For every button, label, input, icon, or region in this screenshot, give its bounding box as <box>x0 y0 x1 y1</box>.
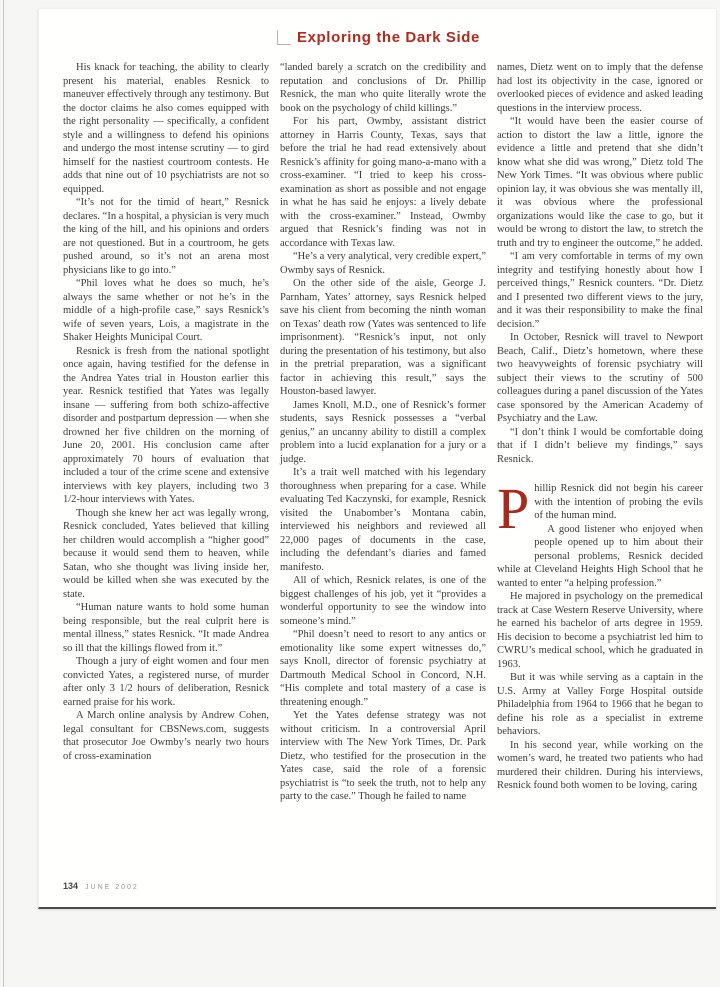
paragraph: A good listener who enjoyed when people opened up to him about their personal problems, Resnick decided while at Cleveland Heights High School that he wanted to enter “a helping profession.” <box>497 523 703 589</box>
paragraph: “He’s a very analytical, very credible expert,” Owmby says of Resnick. <box>280 251 486 276</box>
rule-mark-icon <box>277 30 291 45</box>
paragraph: A March online analysis by Andrew Cohen, legal consultant for CBSNews.com, suggests that prosecutor Joe Owmby’s nearly two hours of cross-examination <box>63 710 269 762</box>
paragraph: names, Dietz went on to imply that the defense had lost its objectivity in the case, ignored or overlooked pieces of evidence and asked leading questions in the interview process. <box>497 62 703 114</box>
paragraph: Resnick is fresh from the national spotlight once again, having testified for the defense in the Andrea Yates trial in Houston earlier this year. Resnick testified that Yates was legally insane — suffering from both schizo-affective disorder and postpartum depression — when she drowned her five children on the morning of June 20, 2001. His conclusion came after approximately 70 hours of evaluation that included a tour of the crime scene and extensive interviews with key players, including two 3 1/2-hour interviews with Yates. <box>63 345 269 505</box>
scanner-edge-line <box>3 0 4 987</box>
magazine-page <box>38 8 716 909</box>
paragraph: “Phil loves what he does so much, he’s always the same whether or not he’s in the middle of a high-profile case,” says Resnick’s wife of seven years, Lois, a magistrate in the Shaker Heights Municipal Court. <box>63 278 269 343</box>
column-1 <box>63 61 269 804</box>
paragraph: “I don’t think I would be comfortable doing that if I didn’t believe my findings,” says Resnick. <box>497 426 703 465</box>
paragraph: All of which, Resnick relates, is one of the biggest challenges of his job, yet it “provides a wonderful opportunity to see the window into someone’s mind.” <box>280 575 486 627</box>
paragraph: On the other side of the aisle, George J. Parnham, Yates’ attorney, says Resnick helped save his client from becoming the ninth woman on Texas’ death row (Yates was sentenced to life imprisonment). “Resnick’s input, not only during the presentation of his testimony, but also in the pretrial preparation, was a significant factor in achieving this result,” says the Houston-based lawyer. <box>280 278 486 397</box>
paragraph: “landed barely a scratch on the credibility and reputation and conclusions of Dr. Phillip Resnick, the man who quite literally wrote the book on the psychology of child killings.” <box>280 62 486 114</box>
section-title: Exploring the Dark Side <box>297 29 481 46</box>
paragraph: But it was while serving as a captain in the U.S. Army at Valley Forge Hospital outside Philadelphia from 1964 to 1966 that he began to define his role as a specialist in extreme behaviors. <box>497 672 703 737</box>
page-number: 134 <box>63 881 79 891</box>
column-2 <box>280 61 486 804</box>
column-3 <box>497 61 703 804</box>
paragraph: He majored in psychology on the premedical track at Case Western Reserve University, where he earned his bachelor of arts degree in 1959. His decision to become a psychiatrist led him to CWRU’s medical school, which he graduated in 1963. <box>497 591 703 670</box>
paragraph: Though she knew her act was legally wrong, Resnick concluded, Yates believed that killing her children would accomplish a “higher good” because it would send them to heaven, while Satan, who she thought was living inside her, would be killed when she was executed by the state. <box>63 507 269 600</box>
paragraph: “I am very comfortable in terms of my own integrity and testifying honestly about how I perceived things,” Resnick counters. “Dr. Dietz and I presented two different views to the jury, and it was their responsibility to make the final decision.” <box>497 251 703 330</box>
paragraph: Though a jury of eight women and four men convicted Yates, a registered nurse, of murder after only 3 1/2 hours of deliberation, Resnick earned praise for his work. <box>63 656 269 708</box>
paragraph: In his second year, while working on the women’s ward, he treated two patients who had murdered their children. During his interviews, Resnick found both women to be loving, caring <box>497 739 703 791</box>
paragraph: James Knoll, M.D., one of Resnick’s former students, says Resnick possesses a “verbal genius,” an uncanny ability to distill a complex problem into a lucid explanation for a jury or a judge. <box>280 399 486 465</box>
paragraph: “Human nature wants to hold some human being responsible, but the real culprit here is mental illness,” states Resnick. “It made Andrea so ill that the killings flowed from it.” <box>63 602 269 654</box>
paragraph: In October, Resnick will travel to Newport Beach, Calif., Dietz’s hometown, where these two heavyweights of forensic psychiatry will subject their views to the scrutiny of 500 colleagues during a panel discussion of the Yates case sponsored by the American Academy of Psychiatry and the Law. <box>497 332 703 424</box>
paragraph: “It would have been the easier course of action to distort the law a little, ignore the evidence a little and pretend that she didn’t know what she did was wrong,” Dietz told The New York Times. “It was obvious where public opinion lay, it was obvious she was mentally ill, it was obvious where the professional organizations would like the case to go, but it would be wrong to distort the law, to stretch the truth and try to engineer the outcome,” he added. <box>497 116 703 249</box>
page-footer <box>63 881 139 891</box>
issue-date: JUNE 2002 <box>85 884 139 891</box>
paragraph: “It’s not for the timid of heart,” Resnick declares. “In a hospital, a physician is very much the king of the hill, and his opinions and orders are not questioned. But in a courtroom, he gets pushed around, so it’s not an arena most physicians like to go into.” <box>63 197 269 276</box>
dropcap-text: hillip Resnick did not begin his career with the intention of probing the evils of the human mind. <box>534 483 703 521</box>
paragraph: His knack for teaching, the ability to clearly present his material, enables Resnick to maneuver effectively through any testimony. But the doctor claims he also comes equipped with the right personality — specifically, a confident style and a willingness to defend his opinions and undergo the most intense scrutiny — to gird himself for the nastiest courtroom contests. He adds that nine out of 10 psychiatrists are not so equipped. <box>63 62 269 195</box>
article-body <box>63 61 703 804</box>
dropcap-paragraph <box>497 476 703 541</box>
running-head <box>277 29 480 46</box>
paragraph: For his part, Owmby, assistant district attorney in Harris County, Texas, says that before the trial he had read extensively about Resnick’s affinity for going mano-a-mano with a cross-examiner. “I tried to keep his cross-examination as short as possible and not engage in what he has said he enjoys: a lively debate with the cross-examiner.” Instead, Owmby argued that Resnick’s finding was not in accordance with Texas law. <box>280 116 486 249</box>
paragraph: It’s a trait well matched with his legendary thoroughness when preparing for a case. While evaluating Ted Kaczynski, for example, Resnick visited the Unabomber’s Montana cabin, interviewed his neighbors and reviewed all 22,000 pages of documents in the case, including the defendant’s diaries and famed manifesto. <box>280 467 486 573</box>
paragraph: “Phil doesn’t need to resort to any antics or emotionality like some expert witnesses do,” says Knoll, director of forensic psychiatry at Dartmouth Medical School in Concord, N.H. “His complete and total mastery of a case is threatening enough.” <box>280 629 486 708</box>
drop-cap-letter: P <box>497 476 530 541</box>
paragraph: Yet the Yates defense strategy was not without criticism. In a controversial April interview with The New York Times, Dr. Park Dietz, who testified for the prosecution in the Yates case, said the role of a forensic psychiatrist is “to seek the truth, not to help any party to the case.” Though he failed to name <box>280 710 486 802</box>
